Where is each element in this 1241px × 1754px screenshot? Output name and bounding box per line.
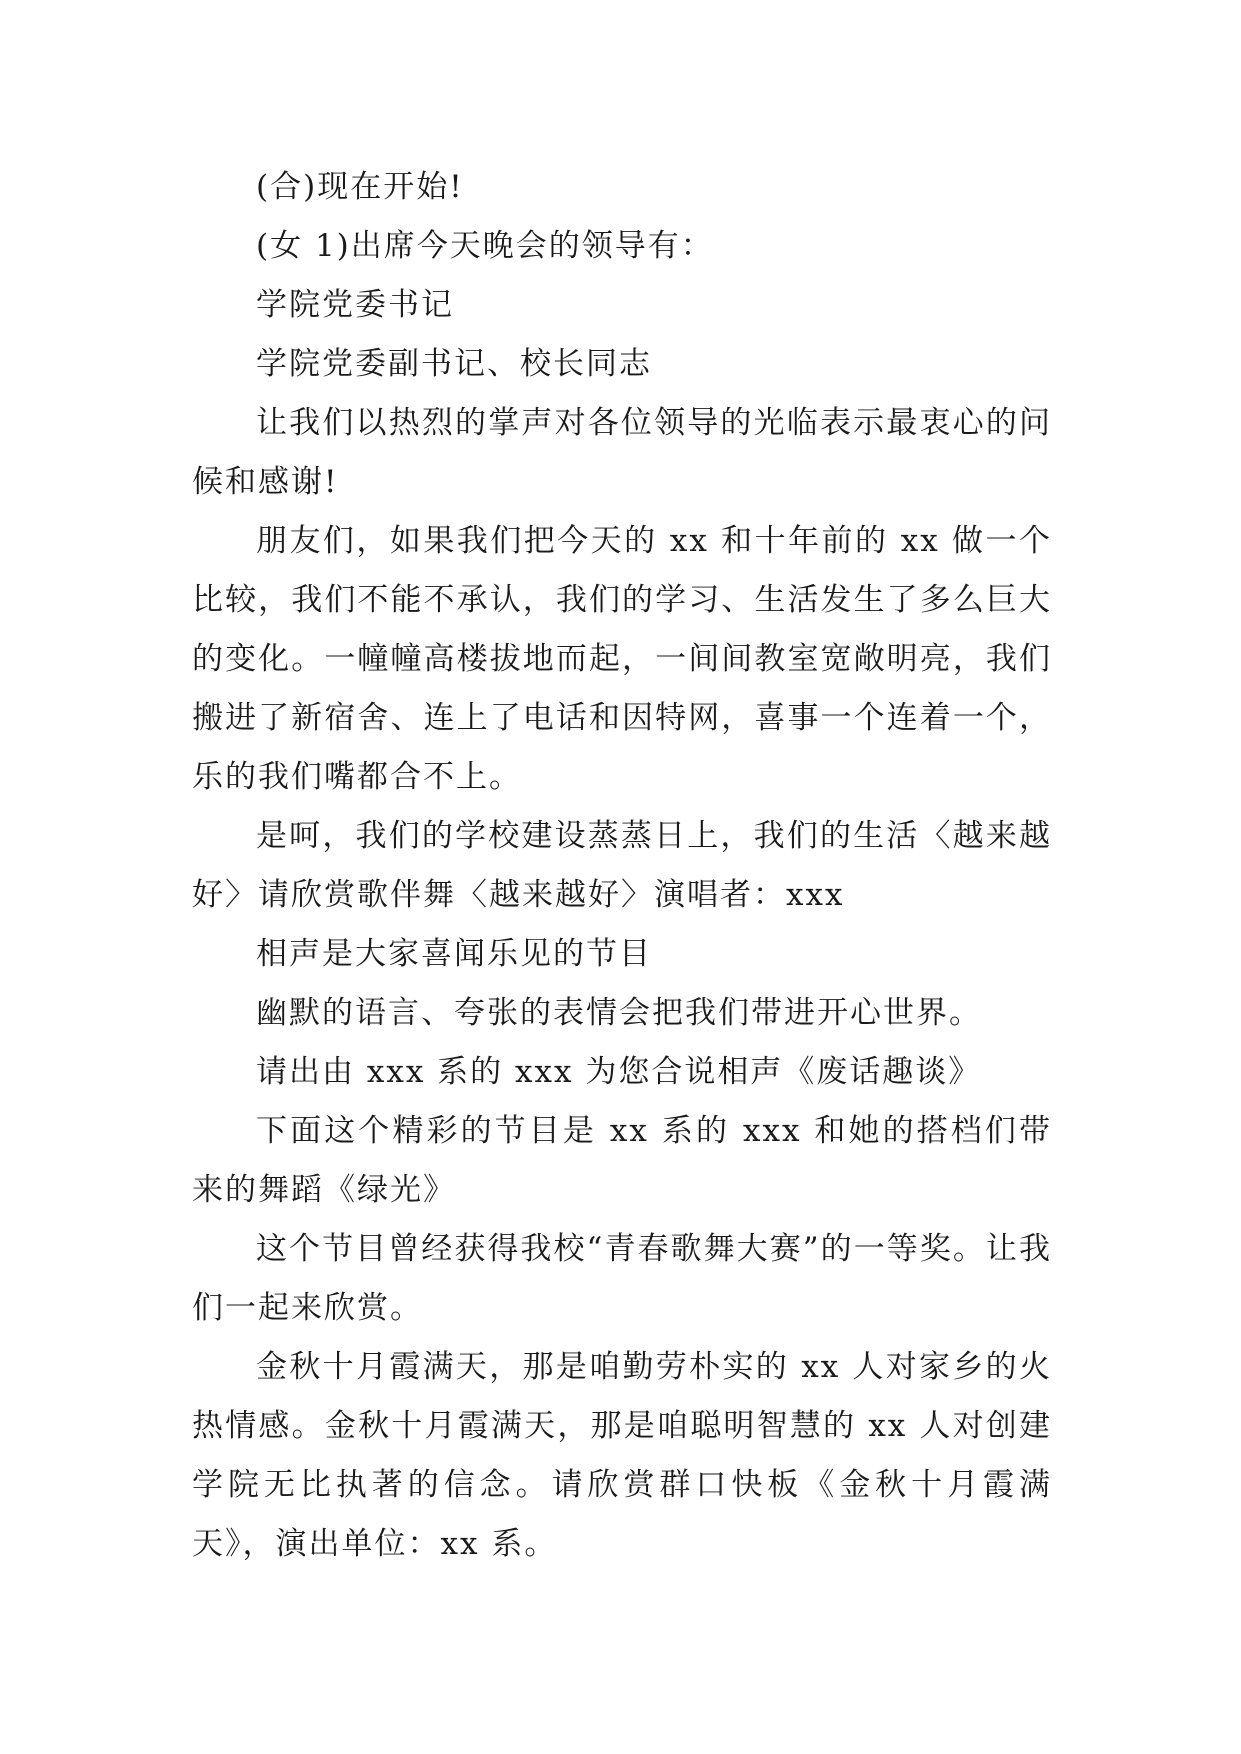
paragraph-leaders-intro: (女 1)出席今天晚会的领导有： [256,228,714,264]
paragraph-opening: (合)现在开始! [256,169,464,205]
paragraph-party-secretary: 学院党委书记 [256,287,454,323]
paragraph-humor: 幽默的语言、夸张的表情会把我们带进开心世界。 [256,995,982,1031]
paragraph-crosstalk-intro: 相声是大家喜闻乐见的节目 [256,936,652,972]
paragraph-song-intro: 是呵，我们的学校建设蒸蒸日上，我们的生活〈越来越好〉请欣赏歌伴舞〈越来越好〉演唱者：xxx [192,818,1052,913]
paragraph-dance-intro: 下面这个精彩的节目是 xx 系的 xxx 和她的搭档们带来的舞蹈《绿光》 [192,1113,1052,1208]
document-body [192,158,1052,1574]
paragraph-applause: 让我们以热烈的掌声对各位领导的光临表示最衷心的问候和感谢! [192,405,1052,500]
paragraph-changes: 朋友们，如果我们把今天的 xx 和十年前的 xx 做一个比较，我们不能不承认，我们的学习、生活发生了多么巨大的变化。一幢幢高楼拔地而起，一间间教室宽敞明亮，我们搬进了新宿舍、连上了电话和因特网，喜事一个连着一个，乐的我们嘴都合不上。 [192,523,1052,795]
paragraph-deputy-secretary: 学院党委副书记、校长同志 [256,346,652,382]
paragraph-dance-award: 这个节目曾经获得我校“青春歌舞大赛”的一等奖。让我们一起来欣赏。 [192,1231,1052,1326]
paragraph-kuaiban-intro: 金秋十月霞满天，那是咱勤劳朴实的 xx 人对家乡的火热情感。金秋十月霞满天，那是咱聪明智慧的 xx 人对创建学院无比执著的信念。请欣赏群口快板《金秋十月霞满天》，演出单位：xx 系。 [192,1349,1052,1562]
paragraph-crosstalk-performers: 请出由 xxx 系的 xxx 为您合说相声《废话趣谈》 [256,1054,982,1090]
